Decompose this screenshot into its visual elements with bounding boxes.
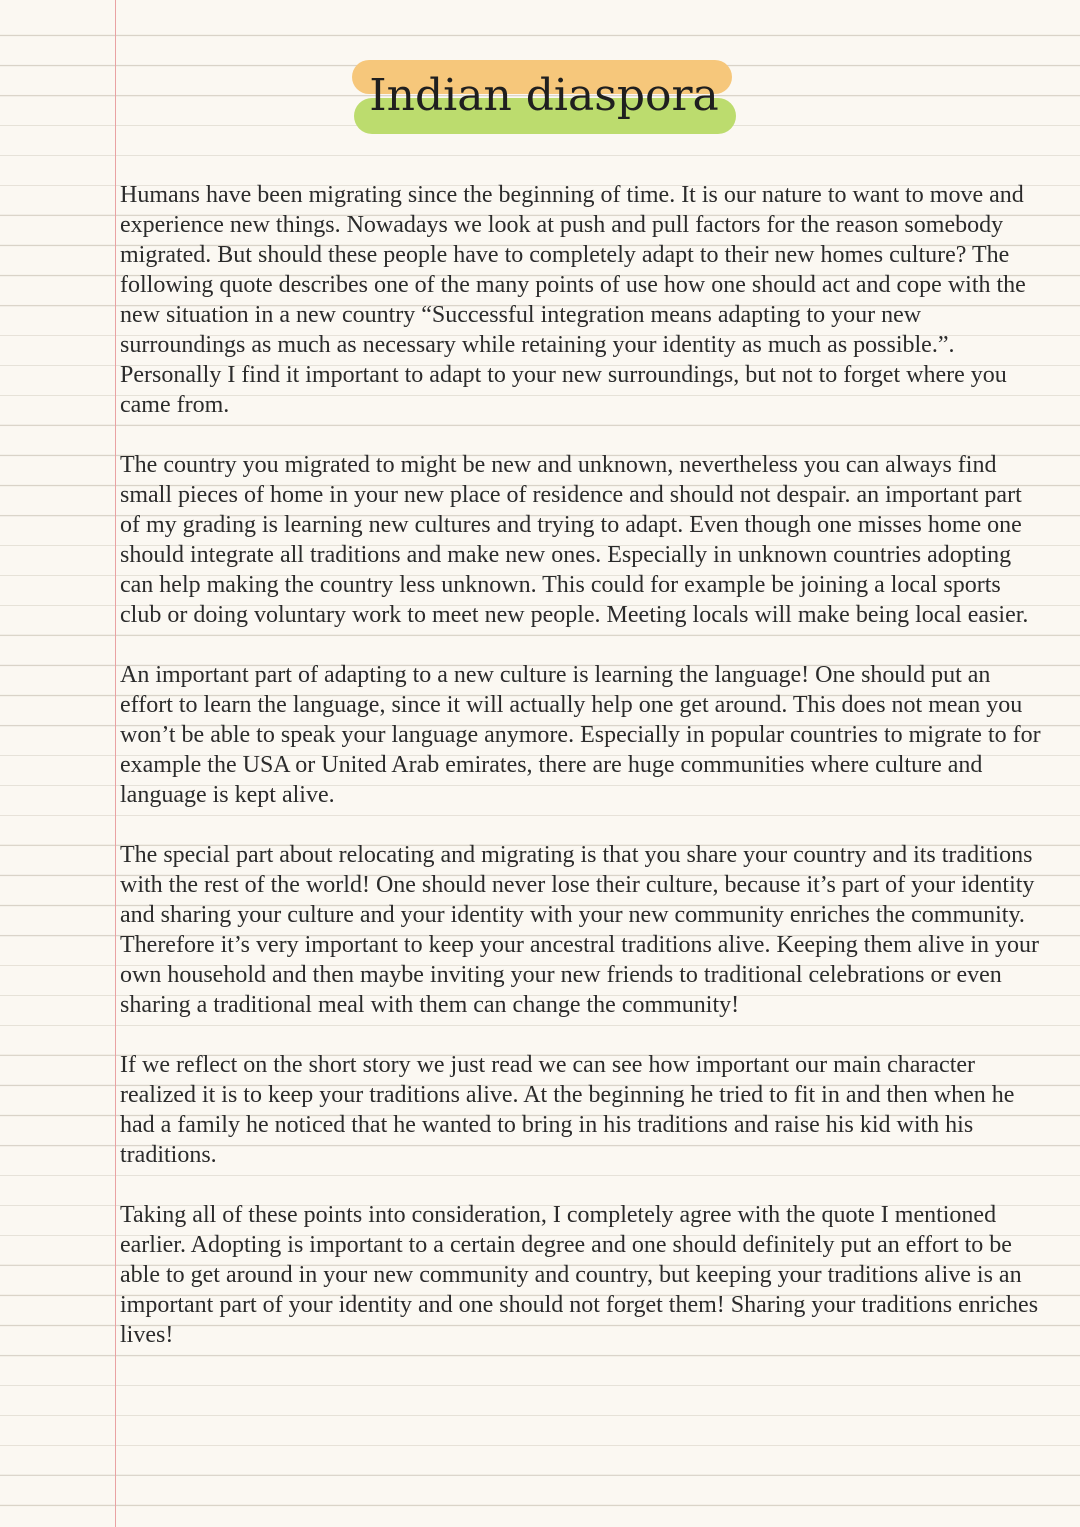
margin-line xyxy=(115,0,116,1527)
essay-body xyxy=(120,180,1045,1380)
paragraph-2: The country you migrated to might be new and unknown, nevertheless you can always find small pieces of home in your new place of residence and should not despair. an important part of my grading is learning new cultures and trying to adapt. Even though one misses home one should integrate all traditions and make new ones. Especially in unknown countries adopting can help making the country less unknown. This could for example be joining a local sports club or doing voluntary work to meet new people. Meeting locals will make being local easier. xyxy=(120,452,1029,628)
title-block xyxy=(352,58,736,138)
paragraph-1: Humans have been migrating since the beginning of time. It is our nature to want to move and experience new things. Nowadays we look at push and pull factors for the reason somebody migrated. But should these people have to completely adapt to their new homes culture? The following quote describes one of the many points of use how one should act and cope with the new situation in a new country “Successful integration means adapting to your new surroundings as much as necessary while retaining your identity as much as possible.”. Personally I find it important to adapt to your new surroundings, but not to forget where you came from. xyxy=(120,182,1026,418)
paragraph-4: The special part about relocating and migrating is that you share your country and its traditions with the rest of the world! One should never lose their culture, because it’s part of your identity and sharing your culture and your identity with your new community enriches the community. Therefore it’s very important to keep your ancestral traditions alive. Keeping them alive in your own household and then maybe inviting your new friends to traditional celebrations or even sharing a traditional meal with them can change the community! xyxy=(120,842,1040,1018)
paragraph-5: If we reflect on the short story we just read we can see how important our main character realized it is to keep your traditions alive. At the beginning he tried to fit in and then when he had a family he noticed that he wanted to bring in his traditions and raise his kid with his traditions. xyxy=(120,1052,1015,1168)
paragraph-6: Taking all of these points into consideration, I completely agree with the quote I mentioned earlier. Adopting is important to a certain degree and one should definitely put an effort to be able to get around in your new community and country, but keeping your traditions alive is an important part of your identity and one should not forget them! Sharing your traditions enriches lives! xyxy=(120,1202,1039,1348)
paragraph-3: An important part of adapting to a new culture is learning the language! One should put an effort to learn the language, since it will actually help one get around. This does not mean you won’t be able to speak your language anymore. Especially in popular countries to migrate to for example the USA or United Arab emirates, there are huge communities where culture and language is kept alive. xyxy=(120,662,1041,808)
page-title: Indian diaspora xyxy=(369,70,719,121)
